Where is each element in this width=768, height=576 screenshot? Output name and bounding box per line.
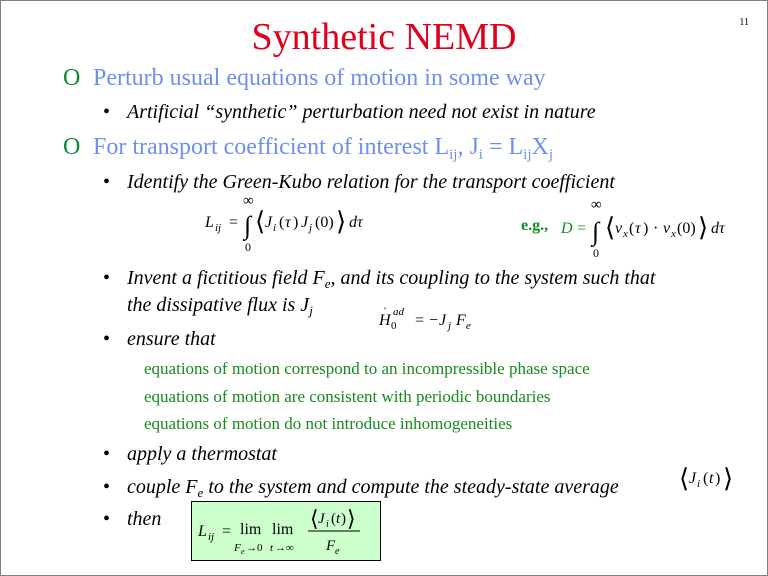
svg-text:i: i bbox=[697, 478, 701, 490]
svg-text:): ) bbox=[643, 220, 649, 237]
ensure-item-3: equations of motion do not introduce inhomogeneities bbox=[144, 414, 513, 433]
svg-text:e: e bbox=[241, 547, 245, 556]
hollow-circle-bullet-icon: O bbox=[63, 134, 81, 160]
identify-bullet bbox=[103, 171, 615, 194]
bullet-dot-icon: • bbox=[103, 171, 111, 193]
slide-title: Synthetic NEMD bbox=[251, 16, 517, 58]
bullet-dot-icon: • bbox=[103, 267, 111, 289]
svg-text:(: ( bbox=[629, 220, 635, 237]
svg-text:·: · bbox=[383, 301, 387, 315]
svg-text:0: 0 bbox=[245, 240, 251, 254]
page-number: 11 bbox=[739, 17, 749, 28]
svg-text:): ) bbox=[293, 214, 299, 231]
svg-text:dτ: dτ bbox=[711, 220, 725, 237]
couple-bullet bbox=[103, 476, 619, 499]
sub-j: j bbox=[548, 147, 554, 163]
svg-text:lim: lim bbox=[272, 521, 294, 538]
svg-text:): ) bbox=[715, 470, 721, 487]
eg-label: e.g., bbox=[521, 217, 549, 234]
svg-text:·: · bbox=[653, 220, 659, 237]
sub-e-2: e bbox=[197, 485, 204, 500]
svg-text:t: t bbox=[336, 511, 341, 527]
svg-text:⟩: ⟩ bbox=[347, 506, 356, 531]
sub-ij: ij bbox=[449, 147, 458, 163]
svg-text:e: e bbox=[335, 546, 340, 557]
invent-text-b: , and its coupling to the system such that bbox=[330, 267, 656, 289]
svg-text:⟨: ⟨ bbox=[310, 506, 319, 531]
svg-text:t: t bbox=[270, 542, 274, 554]
svg-text:dτ: dτ bbox=[349, 214, 363, 231]
svg-text:(0): (0) bbox=[315, 214, 334, 231]
svg-text:ad: ad bbox=[393, 306, 404, 318]
bullet-1-text: Perturb usual equations of motion in some way bbox=[93, 65, 546, 91]
bullet-2-text: For transport coefficient of interest L bbox=[93, 134, 450, 160]
svg-text:J: J bbox=[318, 511, 325, 527]
svg-text:⟨: ⟨ bbox=[605, 213, 616, 242]
identify-text: Identify the Green-Kubo relation for the transport coefficient bbox=[127, 171, 615, 193]
svg-text:F: F bbox=[326, 538, 336, 554]
then-text: then bbox=[127, 508, 162, 530]
then-bullet bbox=[103, 508, 161, 531]
svg-text:x: x bbox=[671, 228, 676, 240]
invent-line-2 bbox=[127, 294, 313, 317]
ensure-bullet bbox=[103, 328, 216, 351]
svg-text:lim: lim bbox=[240, 521, 262, 538]
result-equation-box bbox=[191, 501, 381, 561]
svg-text:): ) bbox=[341, 511, 346, 527]
svg-text:ij: ij bbox=[215, 222, 222, 234]
ensure-item-2: equations of motion are consistent with periodic boundaries bbox=[144, 387, 551, 406]
svg-text:⟩: ⟩ bbox=[723, 464, 734, 493]
svg-text:j: j bbox=[309, 222, 313, 234]
svg-text:τ: τ bbox=[635, 220, 641, 237]
bullet-2-mid: , J bbox=[457, 134, 479, 160]
couple-text-a: couple F bbox=[127, 476, 198, 498]
svg-text:J: J bbox=[689, 470, 697, 487]
bullet-2-eq: = L bbox=[482, 134, 524, 160]
invent-bullet bbox=[103, 267, 656, 290]
bullet-dot-icon: • bbox=[103, 328, 111, 350]
svg-text:J: J bbox=[265, 214, 273, 231]
svg-text:D: D bbox=[561, 220, 573, 237]
invent-line-2-text: the dissipative flux is J bbox=[127, 294, 310, 316]
svg-text:J: J bbox=[439, 312, 447, 329]
svg-text:v: v bbox=[615, 220, 623, 237]
bullet-1-sub bbox=[103, 101, 596, 124]
svg-text:j: j bbox=[448, 320, 452, 332]
svg-text:→0: →0 bbox=[246, 542, 263, 554]
svg-text:⟩: ⟩ bbox=[698, 213, 709, 242]
steady-state-average bbox=[677, 461, 739, 497]
svg-text:L: L bbox=[205, 214, 214, 231]
thermostat-bullet bbox=[103, 443, 277, 466]
thermostat-text: apply a thermostat bbox=[127, 443, 277, 465]
hamiltonian-coupling-equation bbox=[375, 299, 495, 335]
hollow-circle-bullet-icon: O bbox=[63, 65, 81, 91]
svg-text:v: v bbox=[663, 220, 671, 237]
ensure-text: ensure that bbox=[127, 328, 216, 350]
svg-text:F: F bbox=[234, 542, 241, 554]
bullet-2-x: X bbox=[531, 134, 549, 160]
svg-text:−: − bbox=[429, 312, 439, 329]
bullet-dot-icon: • bbox=[103, 101, 111, 123]
bullet-1 bbox=[63, 65, 546, 92]
sub-i: i bbox=[478, 147, 483, 163]
svg-text:x: x bbox=[623, 228, 628, 240]
svg-text:0: 0 bbox=[593, 246, 599, 260]
svg-text:=: = bbox=[222, 523, 232, 540]
svg-text:→∞: →∞ bbox=[275, 542, 294, 554]
svg-text:⟩: ⟩ bbox=[336, 207, 347, 236]
svg-text:(: ( bbox=[331, 511, 336, 527]
svg-text:(0): (0) bbox=[677, 220, 696, 237]
couple-text-b: to the system and compute the steady-state average bbox=[203, 476, 619, 498]
svg-text:(: ( bbox=[703, 470, 709, 487]
svg-text:(: ( bbox=[279, 214, 285, 231]
bullet-dot-icon: • bbox=[103, 508, 111, 530]
svg-text:i: i bbox=[326, 519, 329, 530]
sub-e: e bbox=[324, 276, 331, 291]
bullet-dot-icon: • bbox=[103, 476, 111, 498]
svg-text:∞: ∞ bbox=[591, 197, 602, 213]
bullet-dot-icon: • bbox=[103, 443, 111, 465]
svg-text:=: = bbox=[577, 220, 587, 237]
svg-text:∫: ∫ bbox=[592, 217, 600, 246]
bullet-2 bbox=[63, 134, 553, 161]
svg-text:J: J bbox=[301, 214, 309, 231]
svg-text:∫: ∫ bbox=[244, 211, 252, 240]
svg-text:L: L bbox=[198, 523, 207, 540]
svg-text:ij: ij bbox=[208, 531, 215, 543]
green-kubo-equation bbox=[199, 193, 389, 255]
svg-text:⟨: ⟨ bbox=[679, 464, 690, 493]
svg-text:0: 0 bbox=[391, 320, 397, 332]
svg-text:τ: τ bbox=[285, 214, 291, 231]
svg-text:e: e bbox=[466, 320, 471, 332]
svg-text:t: t bbox=[709, 470, 714, 487]
svg-text:=: = bbox=[415, 312, 425, 329]
sub-ij-2: ij bbox=[523, 147, 532, 163]
svg-text:i: i bbox=[273, 222, 277, 234]
svg-text:=: = bbox=[229, 214, 239, 231]
svg-text:F: F bbox=[456, 312, 466, 329]
sub-j-2: j bbox=[309, 303, 313, 318]
limit-equation bbox=[192, 502, 380, 560]
invent-text-a: Invent a fictitious field F bbox=[127, 267, 325, 289]
bullet-1-sub-text: Artificial “synthetic” perturbation need not exist in nature bbox=[127, 101, 596, 123]
svg-text:⟨: ⟨ bbox=[255, 207, 266, 236]
svg-text:H: H bbox=[379, 312, 391, 329]
ensure-item-1: equations of motion correspond to an incompressible phase space bbox=[144, 359, 590, 378]
svg-text:∞: ∞ bbox=[243, 193, 254, 209]
diffusion-equation bbox=[557, 195, 742, 261]
